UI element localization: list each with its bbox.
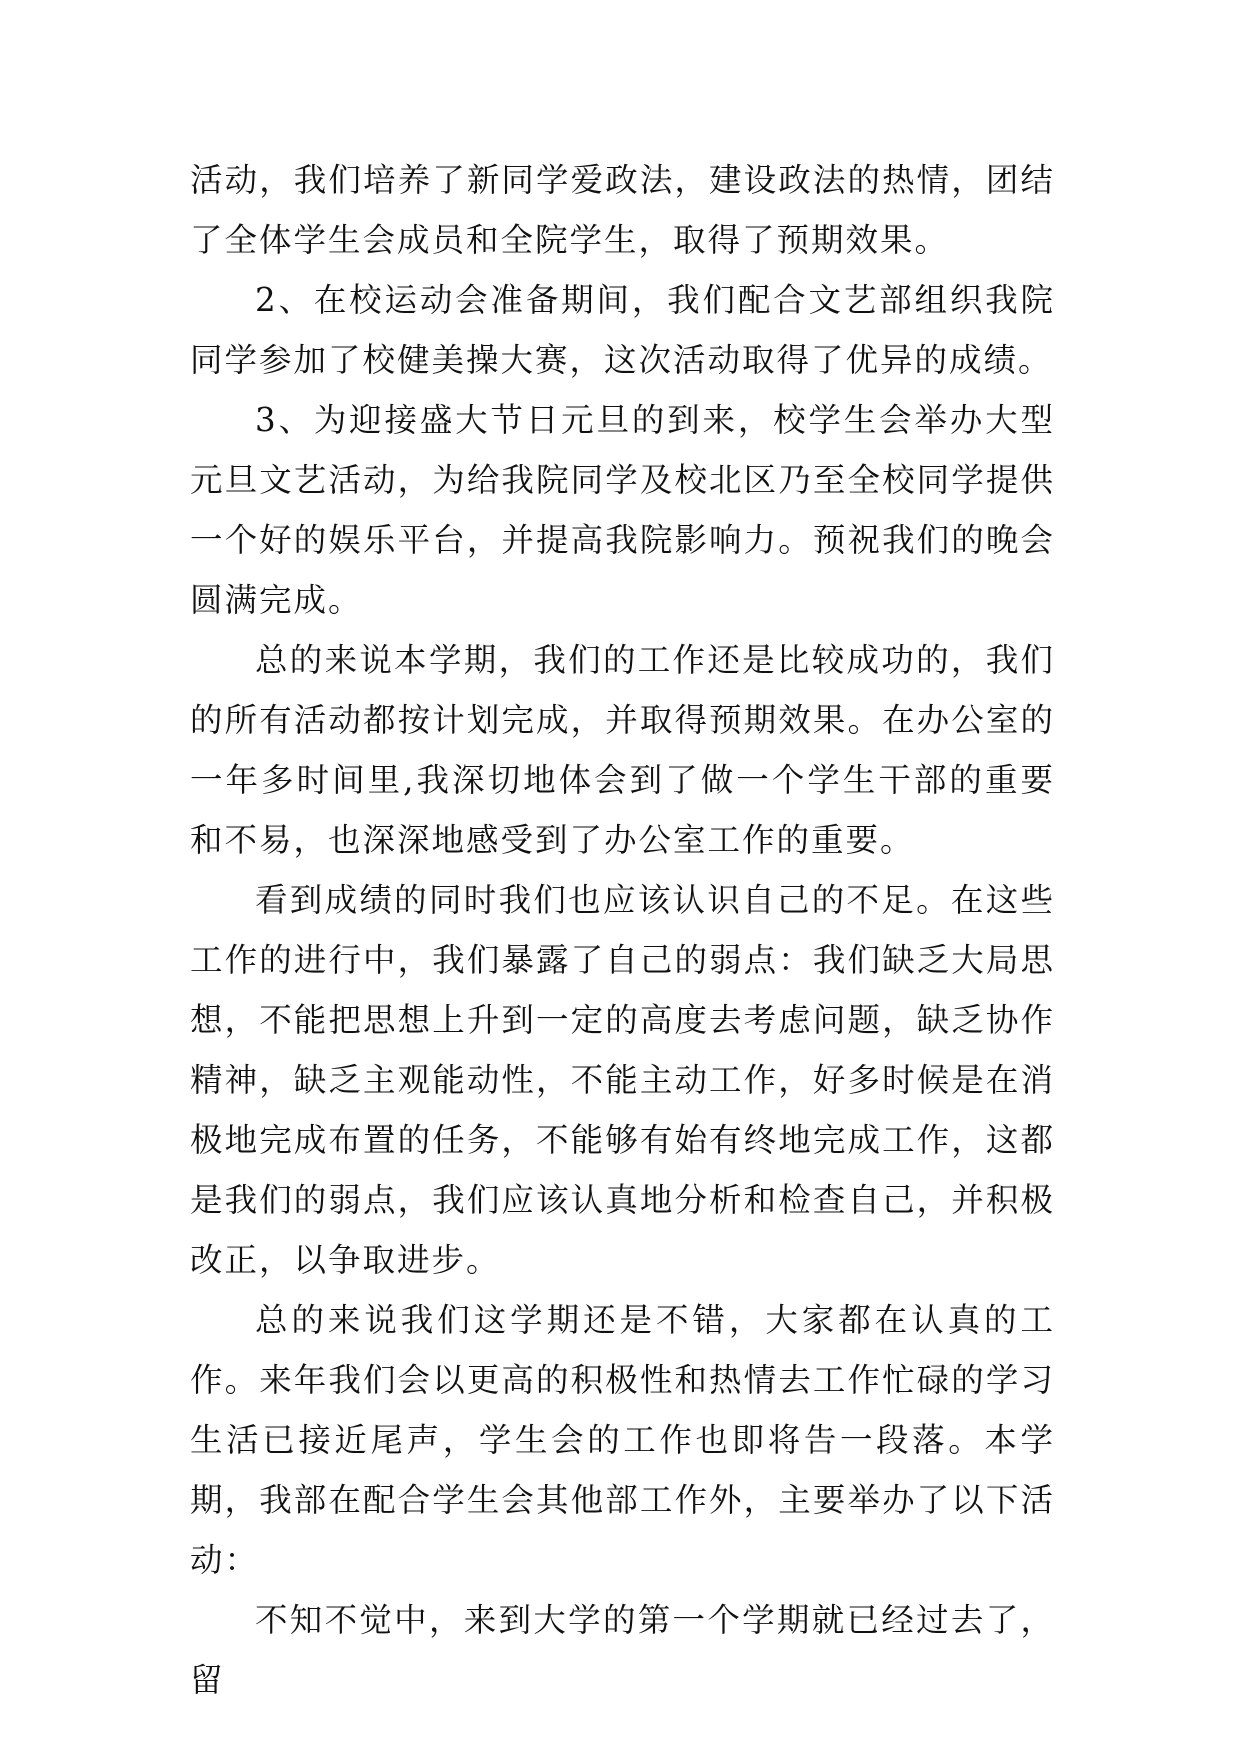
paragraph-summary: 总的来说本学期，我们的工作还是比较成功的，我们的所有活动都按计划完成，并取得预期效果。在办公室的一年多时间里,我深切地体会到了做一个学生干部的重要和不易，也深深地感受到了办公室工作的重要。: [190, 641, 1055, 859]
document-body: [190, 150, 1055, 1710]
paragraph-continuation: 活动，我们培养了新同学爱政法，建设政法的热情，团结了全体学生会成员和全院学生，取得了预期效果。: [190, 161, 1055, 259]
paragraph-final: 不知不觉中，来到大学的第一个学期就已经过去了，留: [190, 1601, 1055, 1699]
paragraph-item-2: 2、在校运动会准备期间，我们配合文艺部组织我院同学参加了校健美操大赛，这次活动取得了优异的成绩。: [190, 281, 1055, 379]
paragraph-item-3: 3、为迎接盛大节日元旦的到来，校学生会举办大型元旦文艺活动，为给我院同学及校北区乃至全校同学提供一个好的娱乐平台，并提高我院影响力。预祝我们的晚会圆满完成。: [190, 401, 1055, 619]
paragraph-shortcomings: 看到成绩的同时我们也应该认识自己的不足。在这些工作的进行中，我们暴露了自己的弱点：我们缺乏大局思想，不能把思想上升到一定的高度去考虑问题，缺乏协作精神，缺乏主观能动性，不能主动工作，好多时候是在消极地完成布置的任务，不能够有始有终地完成工作，这都是我们的弱点，我们应该认真地分析和检查自己，并积极改正，以争取进步。: [190, 881, 1055, 1279]
paragraph-conclusion: 总的来说我们这学期还是不错，大家都在认真的工作。来年我们会以更高的积极性和热情去工作忙碌的学习生活已接近尾声，学生会的工作也即将告一段落。本学期，我部在配合学生会其他部工作外，主要举办了以下活动：: [190, 1301, 1055, 1579]
